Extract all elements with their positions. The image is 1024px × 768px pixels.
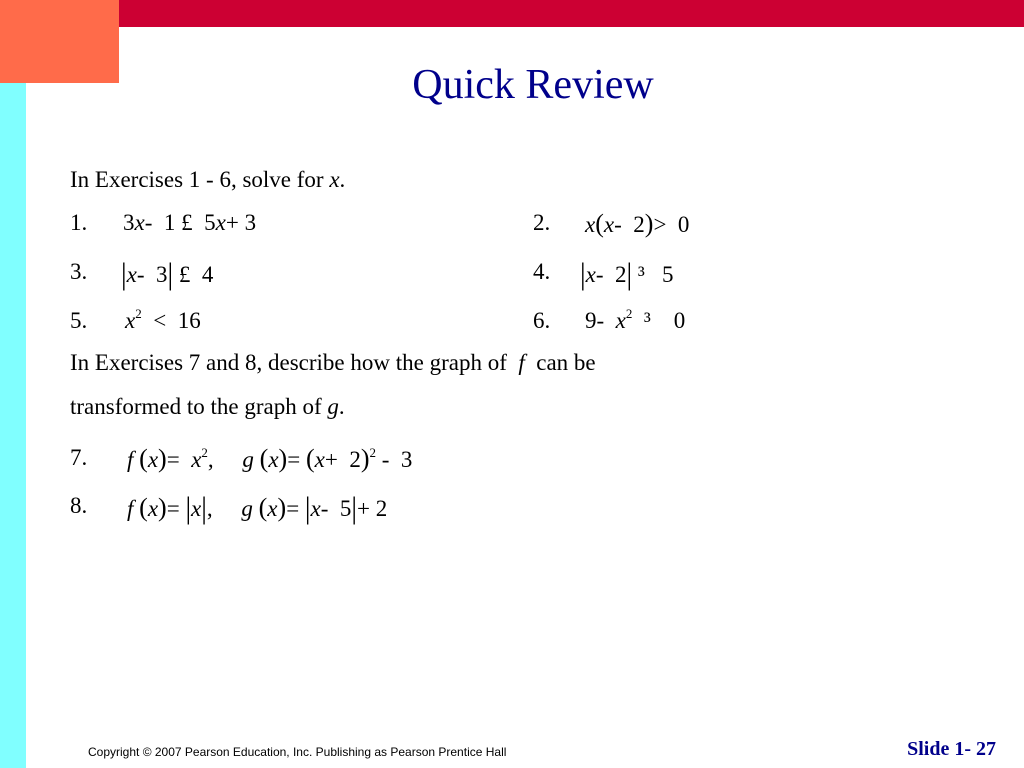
- exercise-1: [70, 210, 257, 235]
- exercise-6: [533, 306, 686, 333]
- exercise-number: 8.: [70, 493, 88, 518]
- exercise-2: [533, 209, 690, 238]
- exercise-5-expression: $x^2 < 16$: [125, 306, 201, 333]
- intro-line-2: [70, 351, 596, 374]
- intro-3-text: transformed to the graph of: [70, 394, 322, 419]
- intro-3-period: .: [338, 394, 345, 419]
- exercise-8-expression: f (x)= |x|, g (x)= |x- 5|+ 2: [127, 491, 388, 526]
- exercise-6-expression: 9- $x^2$ ³ 0: [585, 306, 686, 333]
- top-accent-bar: [119, 0, 1024, 27]
- exercise-number: 1.: [70, 210, 88, 235]
- exercise-5: [70, 306, 201, 333]
- exercise-4-expression: |x- 2| ³ 5: [580, 257, 674, 292]
- exercise-1-expression: 3x- 1 £ 5x+ 3: [123, 210, 257, 235]
- exercise-2-expression: x(x- 2)> 0: [585, 209, 690, 238]
- exercise-7-expression: f $(x)= x^2$, g $(x)= (x+ 2)^2 - 3$: [127, 444, 413, 473]
- slide-number: Slide 1- 27: [907, 738, 996, 760]
- exercise-number: 3.: [70, 259, 88, 284]
- exercise-8: [70, 491, 388, 526]
- intro-2-function-f: f: [518, 350, 525, 375]
- intro-1-text: In Exercises 1 - 6, solve for: [70, 167, 324, 192]
- intro-2-text-end: can be: [536, 350, 596, 375]
- exercise-number: 6.: [533, 308, 551, 333]
- intro-1-variable: x: [329, 167, 340, 192]
- side-accent-bar: [0, 83, 26, 768]
- intro-2-text: In Exercises 7 and 8, describe how the graph of: [70, 350, 507, 375]
- exercise-7: [70, 444, 413, 473]
- exercise-number: 2.: [533, 210, 551, 235]
- exercise-4: [533, 257, 674, 292]
- exercise-number: 7.: [70, 445, 88, 470]
- exercise-3: [70, 257, 214, 292]
- exercise-number: 5.: [70, 308, 88, 333]
- slide-title: Quick Review: [412, 62, 654, 108]
- intro-1-period: .: [339, 167, 346, 192]
- intro-line-3: [70, 395, 345, 418]
- exercise-3-expression: |x- 3| £ 4: [121, 257, 214, 292]
- exercise-number: 4.: [533, 259, 551, 284]
- intro-line-1: [70, 168, 345, 191]
- copyright-footer: Copyright © 2007 Pearson Education, Inc. Publishing as Pearson Prentice Hall: [88, 745, 507, 759]
- intro-3-function-g: g: [327, 394, 339, 419]
